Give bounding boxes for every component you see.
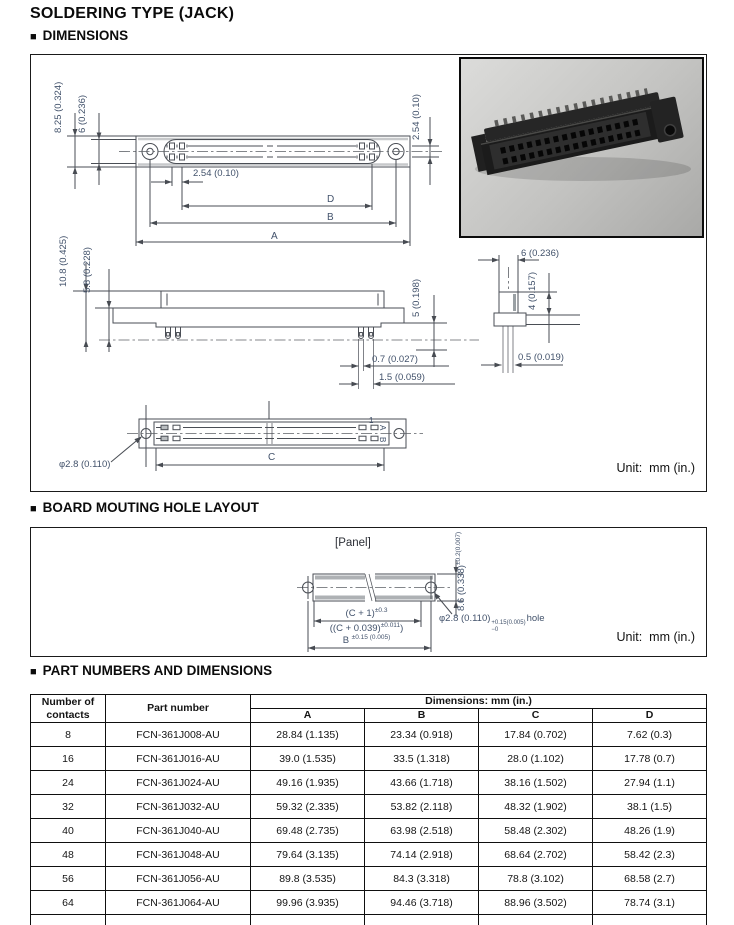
cell-dim-b: 84.3 (3.318): [365, 867, 479, 891]
cell-part-number: FCN-361J008-AU: [106, 723, 251, 747]
b-span-value: B: [342, 635, 350, 646]
pin-1-label: 1: [369, 416, 374, 425]
square-bullet-icon: ■: [30, 666, 37, 678]
dim-d-letter: D: [327, 194, 335, 205]
table-row: [31, 891, 707, 915]
cell-dim-c: 88.96 (3.502): [479, 891, 593, 915]
cell-part-number: FCN-361J064-AU: [106, 891, 251, 915]
unit-note-board: Unit: mm (in.): [616, 630, 695, 644]
table-row: [31, 747, 707, 771]
cell-dim-a: 39.0 (1.535): [251, 747, 365, 771]
dim-contact-pitch-label: 2.54 (0.10): [193, 168, 239, 179]
table-row: [31, 795, 707, 819]
cell-dim-b: 74.14 (2.918): [365, 843, 479, 867]
cell-contacts: 40: [31, 819, 106, 843]
section-label: DIMENSIONS: [42, 28, 129, 43]
part-numbers-table: [30, 694, 707, 925]
dim-side-overall-label: 10.8 (0.425): [58, 235, 69, 287]
dim-c-plus-inch-label: [299, 623, 434, 634]
dim-pin-pitch-label: 1.5 (0.059): [379, 372, 425, 383]
cell-dim-a: 89.8 (3.535): [251, 867, 365, 891]
hole-tolerance-minus: −0: [491, 626, 499, 633]
col-header-contacts: Number of contacts: [31, 695, 106, 723]
cell-contacts: 16: [31, 747, 106, 771]
table-row-partial: [31, 915, 707, 925]
cell-part-number: FCN-361J024-AU: [106, 771, 251, 795]
col-header-a: A: [251, 709, 365, 723]
cell-dim-b: 33.5 (1.318): [365, 747, 479, 771]
dim-inner-height-label: 6 (0.236): [77, 94, 88, 133]
dim-row-pitch-label: 2.54 (0.10): [411, 94, 422, 140]
cell-dim-d: 78.74 (3.1): [593, 891, 707, 915]
col-header-c: C: [479, 709, 593, 723]
square-bullet-icon: ■: [30, 503, 37, 515]
c-plus-1-tolerance: ±0.3: [374, 606, 388, 614]
c-plus-inch-tolerance: ±0.011: [380, 621, 401, 629]
dim-pin-width-label: 0.7 (0.027): [372, 354, 418, 365]
dim-c-letter: C: [268, 452, 276, 463]
panel-label: [Panel]: [335, 537, 371, 549]
dim-end-pin-label: 0.5 (0.019): [518, 352, 564, 363]
hole-tolerance-plus: +0.15(0.005): [491, 620, 526, 626]
dim-overall-height-label: 8.25 (0.324): [53, 81, 64, 133]
cell-dim-c: 38.16 (1.502): [479, 771, 593, 795]
cell-dim-d: 68.58 (2.7): [593, 867, 707, 891]
cell-dim-a: 28.84 (1.135): [251, 723, 365, 747]
board-layout-panel: [30, 527, 707, 657]
cell-dim-b: 53.82 (2.118): [365, 795, 479, 819]
section-label: PART NUMBERS AND DIMENSIONS: [42, 663, 273, 678]
dim-side-body-label: 5.8 (0.228): [82, 247, 93, 293]
cell-dim-a: 59.32 (2.335): [251, 795, 365, 819]
hole-tolerance-stack: [491, 620, 525, 633]
hole-callout-label: [439, 613, 545, 633]
cell-dim-b: 94.46 (3.718): [365, 891, 479, 915]
dim-end-width-label: 6 (0.236): [521, 248, 560, 259]
row-a-label: A: [378, 425, 387, 431]
section-label: BOARD MOUTING HOLE LAYOUT: [42, 500, 259, 515]
dim-slot-height-label: [456, 532, 467, 611]
square-bullet-icon: ■: [30, 31, 37, 43]
cell-dim-c: 28.0 (1.102): [479, 747, 593, 771]
product-photo: [459, 57, 704, 238]
b-span-tolerance: ±0.15 (0.005): [351, 633, 391, 641]
dim-end-depth-label: 4 (0.157): [527, 271, 538, 310]
unit-note-dimensions: Unit: mm (in.): [616, 461, 695, 475]
dim-c-plus-1-label: [312, 608, 421, 619]
slot-height-tolerance: ±0.2(0.007): [454, 531, 462, 566]
cell-dim-b: 23.34 (0.918): [365, 723, 479, 747]
cell-dim-c: 17.84 (0.702): [479, 723, 593, 747]
col-header-part-number: Part number: [106, 695, 251, 723]
cell-dim-a: 69.48 (2.735): [251, 819, 365, 843]
dim-hole-dia-label: φ2.8 (0.110): [59, 459, 111, 470]
c-plus-1-value: (C + 1): [345, 608, 375, 619]
cell-dim-d: 7.62 (0.3): [593, 723, 707, 747]
dimensions-panel: [30, 54, 707, 492]
connector-photo-drawing: [461, 59, 701, 235]
section-heading-board: [30, 500, 259, 515]
cell-part-number: FCN-361J048-AU: [106, 843, 251, 867]
cell-part-number: FCN-361J032-AU: [106, 795, 251, 819]
cell-contacts: 8: [31, 723, 106, 747]
row-b-label: B: [378, 437, 387, 443]
hole-dia-value: φ2.8 (0.110): [439, 613, 491, 624]
dim-side-tail-label: 5 (0.198): [411, 278, 422, 317]
cell-contacts: 48: [31, 843, 106, 867]
page-title: SOLDERING TYPE (JACK): [30, 5, 235, 22]
table-row: [31, 723, 707, 747]
cell-part-number: FCN-361J056-AU: [106, 867, 251, 891]
cell-part-number: FCN-361J040-AU: [106, 819, 251, 843]
cell-dim-a: 49.16 (1.935): [251, 771, 365, 795]
cell-dim-b: 43.66 (1.718): [365, 771, 479, 795]
col-header-dimensions: Dimensions: mm (in.): [251, 695, 707, 709]
cell-part-number: FCN-361J016-AU: [106, 747, 251, 771]
cell-dim-c: 48.32 (1.902): [479, 795, 593, 819]
hole-suffix: hole: [526, 613, 545, 624]
cell-dim-b: 63.98 (2.518): [365, 819, 479, 843]
cell-contacts: 24: [31, 771, 106, 795]
dim-b-letter: B: [327, 212, 334, 223]
cell-dim-c: 58.48 (2.302): [479, 819, 593, 843]
table-row: [31, 867, 707, 891]
dim-b-span-label: [312, 635, 421, 646]
cell-contacts: 56: [31, 867, 106, 891]
cell-dim-c: 68.64 (2.702): [479, 843, 593, 867]
table-row: [31, 843, 707, 867]
col-header-b: B: [365, 709, 479, 723]
cell-dim-d: 58.42 (2.3): [593, 843, 707, 867]
section-heading-dimensions: [30, 28, 128, 43]
section-heading-parts: [30, 663, 272, 678]
cell-contacts: 64: [31, 891, 106, 915]
table-row: [31, 819, 707, 843]
c-plus-inch-paren: ): [400, 623, 404, 634]
c-plus-inch-value: ((C + 0.039): [329, 623, 381, 634]
cell-dim-c: 78.8 (3.102): [479, 867, 593, 891]
table-row: [31, 771, 707, 795]
col-header-d: D: [593, 709, 707, 723]
cell-dim-d: 38.1 (1.5): [593, 795, 707, 819]
slot-height-value: 8.6 (0.338): [456, 565, 467, 611]
cell-dim-d: 27.94 (1.1): [593, 771, 707, 795]
cell-dim-a: 99.96 (3.935): [251, 891, 365, 915]
cell-dim-d: 48.26 (1.9): [593, 819, 707, 843]
cell-dim-a: 79.64 (3.135): [251, 843, 365, 867]
dim-a-letter: A: [271, 231, 278, 242]
cell-dim-d: 17.78 (0.7): [593, 747, 707, 771]
cell-contacts: 32: [31, 795, 106, 819]
